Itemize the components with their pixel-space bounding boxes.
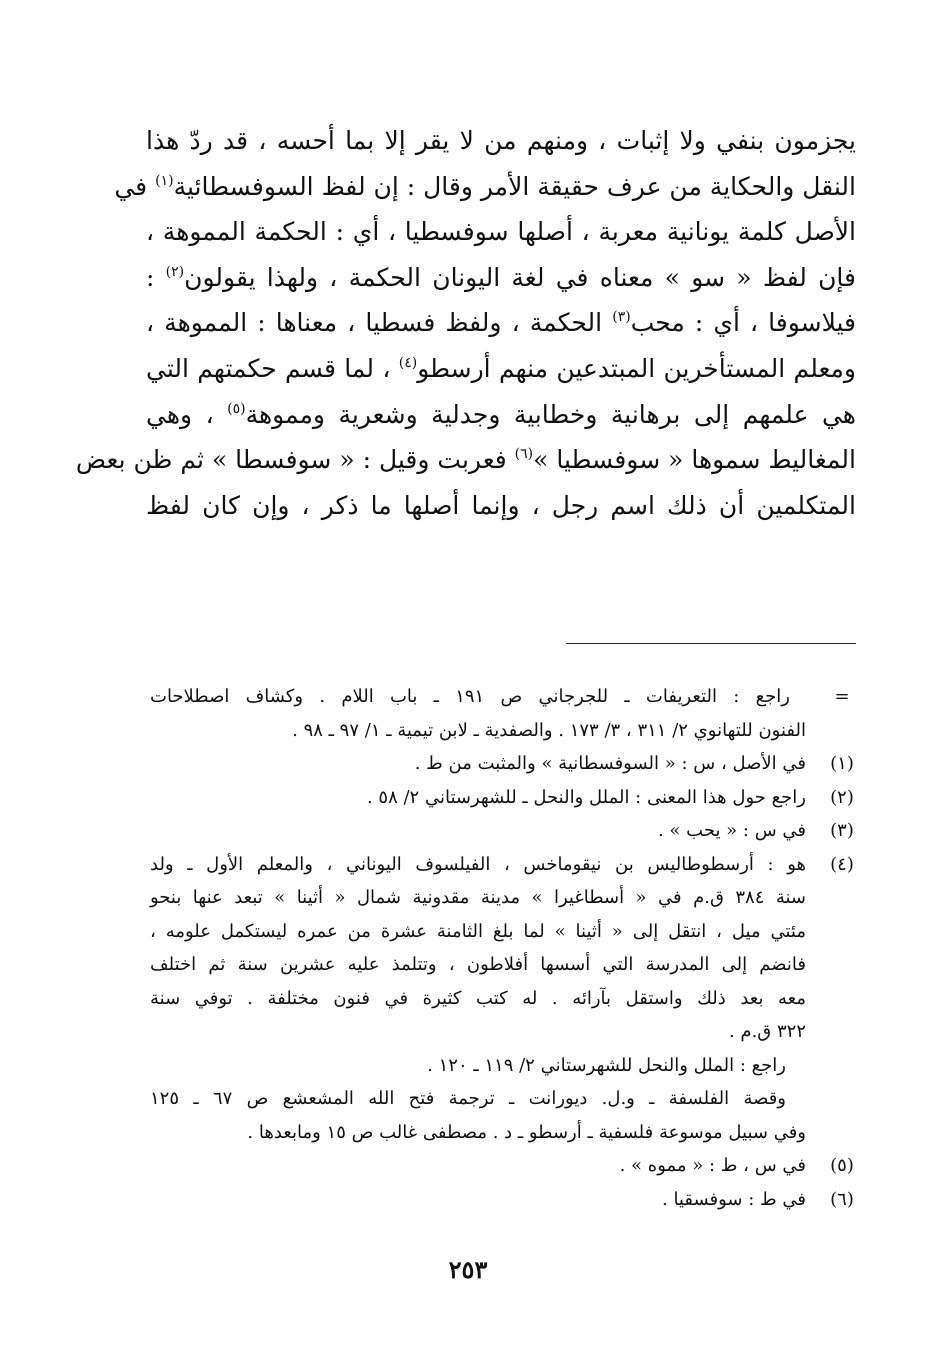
footnote-marker: (١) xyxy=(830,753,854,774)
footnote-line: راجع : التعريفات ـ للجرجاني ص ١٩١ ـ باب اللام . وكشاف اصطلاحات xyxy=(150,686,790,707)
body-line-1: يجزمون بنفي ولا إثبات ، ومنهم من لا يقر إلا بما أحسه ، قد ردّ هذا xyxy=(146,126,856,155)
footnote-ref-6[interactable]: (٦) xyxy=(514,446,534,463)
footnote-line: مئتي ميل ، انتقل إلى « أثينا » لما بلغ الثامنة عشرة من عمره ليستكمل علومه ، xyxy=(150,920,806,942)
footnote-ref-1[interactable]: (١) xyxy=(155,172,174,189)
footnote-2 xyxy=(150,781,870,815)
footnote-line: راجع حول هذا المعنى : الملل والنحل ـ للشهرستاني ٢/ ٥٨ . xyxy=(366,786,806,808)
footnote-line: في س ، ط : « مموه » . xyxy=(619,1155,806,1176)
body-line-8: المغاليط سموها « سوفسطيا »$^{(٦)}$ فعربت وقيل : « سوفسطا » ثم ظن بعض xyxy=(75,445,856,475)
footnote-line: في ط : سوفسقيا . xyxy=(662,1188,806,1210)
footnote-3 xyxy=(150,814,870,848)
body-line-9: المتكلمين أن ذلك اسم رجل ، وإنما أصلها ما ذكر ، وإن كان لفظ xyxy=(146,490,856,520)
footnote-ref-5[interactable]: (٥) xyxy=(227,400,246,417)
footnote-marker: = xyxy=(834,686,850,707)
body-line-3: الأصل كلمة يونانية معربة ، أصلها سوفسطيا ، أي : الحكمة المموهة ، xyxy=(146,217,856,247)
footnote-line: ٣٢٢ ق.م . xyxy=(728,1021,806,1042)
footnote-ref-4[interactable]: (٤) xyxy=(398,354,418,371)
footnote-ref-3[interactable]: (٣) xyxy=(612,309,631,326)
footnote-ref-2[interactable]: (٢) xyxy=(165,263,185,280)
body-line-7: هي علمهم إلى برهانية وخطابية وجدلية وشعرية ومموهة$^{(٥)}$ ، وهي xyxy=(146,399,856,429)
footnote-line: هو : أرسطوطاليس بن نيقوماخس ، الفيلسوف اليوناني ، والمعلم الأول ـ ولد xyxy=(150,853,806,875)
footnote-line: في س : « يحب » . xyxy=(657,820,806,841)
footnote-line: في الأصل ، س : « السوفسطانية » والمثبت من ط . xyxy=(414,753,806,774)
footnote-line: الفنون للتهانوي ٢/ ٣١١ ، ٣/ ١٧٣ . والصفدية ـ لابن تيمية ـ ١/ ٩٧ ـ ٩٨ . xyxy=(292,719,806,741)
footnote-divider xyxy=(566,643,856,644)
body-line-4: فإن لفظ « سو » معناه في لغة اليونان الحكمة ، ولهذا يقولون$^{(٢)}$ : xyxy=(146,262,856,292)
body-line-2: النقل والحكاية من عرف حقيقة الأمر وقال : إن لفظ السوفسطائية$^{(١)}$ في xyxy=(114,171,856,201)
footnote-continued xyxy=(150,680,870,747)
footnote-marker: (٦) xyxy=(830,1188,854,1210)
footnote-4 xyxy=(150,848,870,1150)
footnote-line: فانضم إلى المدرسة التي أسسها أفلاطون ، وتتلمذ عليه عشرين سنة ثم اختلف xyxy=(150,954,806,975)
footnote-6 xyxy=(150,1183,870,1217)
footnote-reference-line: وقصة الفلسفة ـ و.ل. ديورانت ـ ترجمة فتح الله المشعشع ص ٦٧ ـ ١٢٥ xyxy=(150,1088,786,1109)
footnote-line: سنة ٣٨٤ ق.م في « أسطاغيرا » مدينة مقدونية شمال « أثينا » تبعد عنها بنحو xyxy=(150,887,806,908)
footnotes-section xyxy=(150,680,870,1216)
footnote-marker: (٥) xyxy=(830,1155,854,1176)
footnote-marker: (٢) xyxy=(830,786,854,808)
footnote-1 xyxy=(150,747,870,781)
footnote-marker: (٤) xyxy=(830,853,854,875)
footnote-reference-line: وفي سبيل موسوعة فلسفية ـ أرسطو ـ د . مصطفى غالب ص ١٥ ومابعدها . xyxy=(247,1121,806,1143)
main-body-text xyxy=(75,118,856,528)
body-line-5: فيلاسوفا ، أي : محب$^{(٣)}$ الحكمة ، ولفظ فسطيا ، معناها : المموهة ، xyxy=(146,308,856,338)
footnote-reference-line: راجع : الملل والنحل للشهرستاني ٢/ ١١٩ ـ ١٢٠ . xyxy=(427,1054,786,1076)
footnote-marker: (٣) xyxy=(830,820,854,841)
footnote-line: معه بعد ذلك واستقل بآرائه . له كتب كثيرة في فنون مختلفة . توفي سنة xyxy=(150,987,806,1009)
body-line-6: ومعلم المستأخرين المبتدعين منهم أرسطو$^{(٤)}$ ، لما قسم حكمتهم التي xyxy=(146,353,856,383)
page-number: ٢٥٣ xyxy=(448,1255,488,1284)
footnote-5 xyxy=(150,1149,870,1183)
